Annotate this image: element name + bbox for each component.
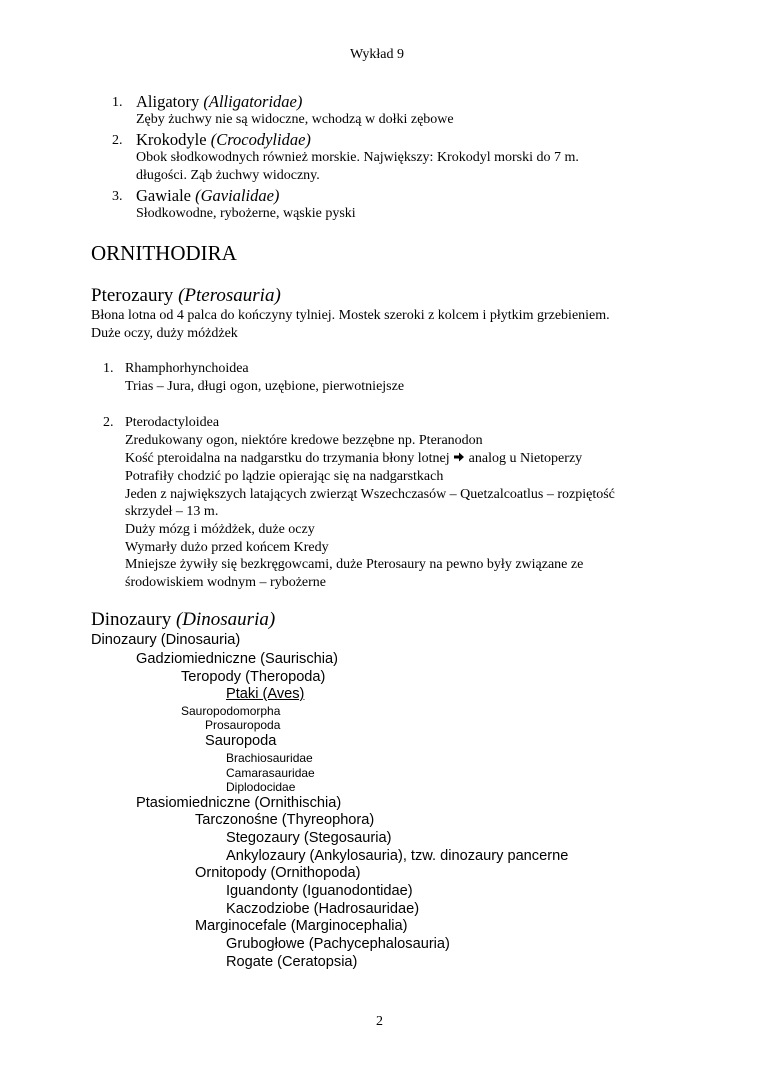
tree-node: Ptasiomiedniczne (Ornithischia) [136, 795, 342, 811]
page-header: Wykład 9 [350, 47, 404, 62]
tree-node: Teropody (Theropoda) [181, 669, 326, 685]
family-title: Aligatory (Alligatoridae) [136, 92, 303, 111]
tree-node: Tarczonośne (Thyreophora) [195, 812, 375, 828]
group-line: Duży mózg i móżdżek, duże oczy [125, 522, 315, 537]
pterosaur-intro: Duże oczy, duży móżdżek [91, 326, 238, 341]
list-number: 1. [112, 95, 123, 110]
group-line: Trias – Jura, długi ogon, uzębione, pierwotniejsze [125, 379, 405, 394]
tree-node: Prosauropoda [205, 718, 281, 732]
tree-node: Ornitopody (Ornithopoda) [195, 865, 361, 881]
arrow-right-icon [453, 451, 465, 467]
tree-node: Diplodocidae [226, 780, 296, 794]
group-line: Jeden z największych latających zwierząt Wszechczasów – Quetzalcoatlus – rozpiętość [125, 487, 615, 502]
tree-node: Marginocefale (Marginocephalia) [195, 918, 408, 934]
tree-node: Sauropoda [205, 733, 277, 749]
group-line: Wymarły dużo przed końcem Kredy [125, 540, 329, 555]
group-line: Mniejsze żywiły się bezkręgowcami, duże Pterosaury na pewno były związane ze [125, 557, 584, 572]
family-title: Gawiale (Gavialidae) [136, 186, 280, 205]
group-line: Kość pteroidalna na nadgarstku do trzymania błony lotnej analog u Nietoperzy [125, 451, 583, 466]
group-title: Pterodactyloidea [125, 415, 220, 430]
tree-node: Iguandonty (Iguanodontidae) [226, 883, 413, 899]
tree-node: Dinozaury (Dinosauria) [91, 632, 241, 648]
list-number: 1. [103, 361, 114, 376]
tree-node: Stegozaury (Stegosauria) [226, 830, 392, 846]
group-title: Rhamphorhynchoidea [125, 361, 249, 376]
list-number: 3. [112, 189, 123, 204]
group-line: środowiskiem wodnym – rybożerne [125, 575, 327, 590]
family-description: Słodkowodne, rybożerne, wąskie pyski [136, 206, 356, 221]
family-title: Krokodyle (Crocodylidae) [136, 130, 311, 149]
family-description: Obok słodkowodnych również morskie. Największy: Krokodyl morski do 7 m. [136, 150, 579, 165]
tree-node: Rogate (Ceratopsia) [226, 954, 358, 970]
list-number: 2. [103, 415, 114, 430]
page-number: 2 [376, 1014, 383, 1029]
tree-node: Sauropodomorpha [181, 704, 281, 718]
group-line: Potrafiły chodzić po lądzie opierając się na nadgarstkach [125, 469, 444, 484]
pterosaur-intro: Błona lotna od 4 palca do kończyny tylniej. Mostek szeroki z kolcem i płytkim grzebieniem. [91, 308, 610, 323]
tree-node: Kaczodziobe (Hadrosauridae) [226, 901, 420, 917]
section-heading-dinosaurs: Dinozaury (Dinosauria) [91, 609, 276, 630]
tree-node: Ptaki (Aves) [226, 686, 305, 702]
tree-node: Gadziomiedniczne (Saurischia) [136, 651, 338, 667]
family-description: długości. Ząb żuchwy widoczny. [136, 168, 320, 183]
list-number: 2. [112, 133, 123, 148]
section-heading-pterosaurs: Pterozaury (Pterosauria) [91, 285, 281, 306]
tree-node: Ankylozaury (Ankylosauria), tzw. dinozaury pancerne [226, 848, 569, 864]
group-line: skrzydeł – 13 m. [125, 504, 219, 519]
section-heading-ornithodira: ORNITHODIRA [91, 241, 237, 265]
family-description: Zęby żuchwy nie są widoczne, wchodzą w dołki zębowe [136, 112, 454, 127]
tree-node: Camarasauridae [226, 766, 315, 780]
group-line: Zredukowany ogon, niektóre kredowe bezzębne np. Pteranodon [125, 433, 483, 448]
tree-node: Grubogłowe (Pachycephalosauria) [226, 936, 450, 952]
tree-node: Brachiosauridae [226, 751, 313, 765]
